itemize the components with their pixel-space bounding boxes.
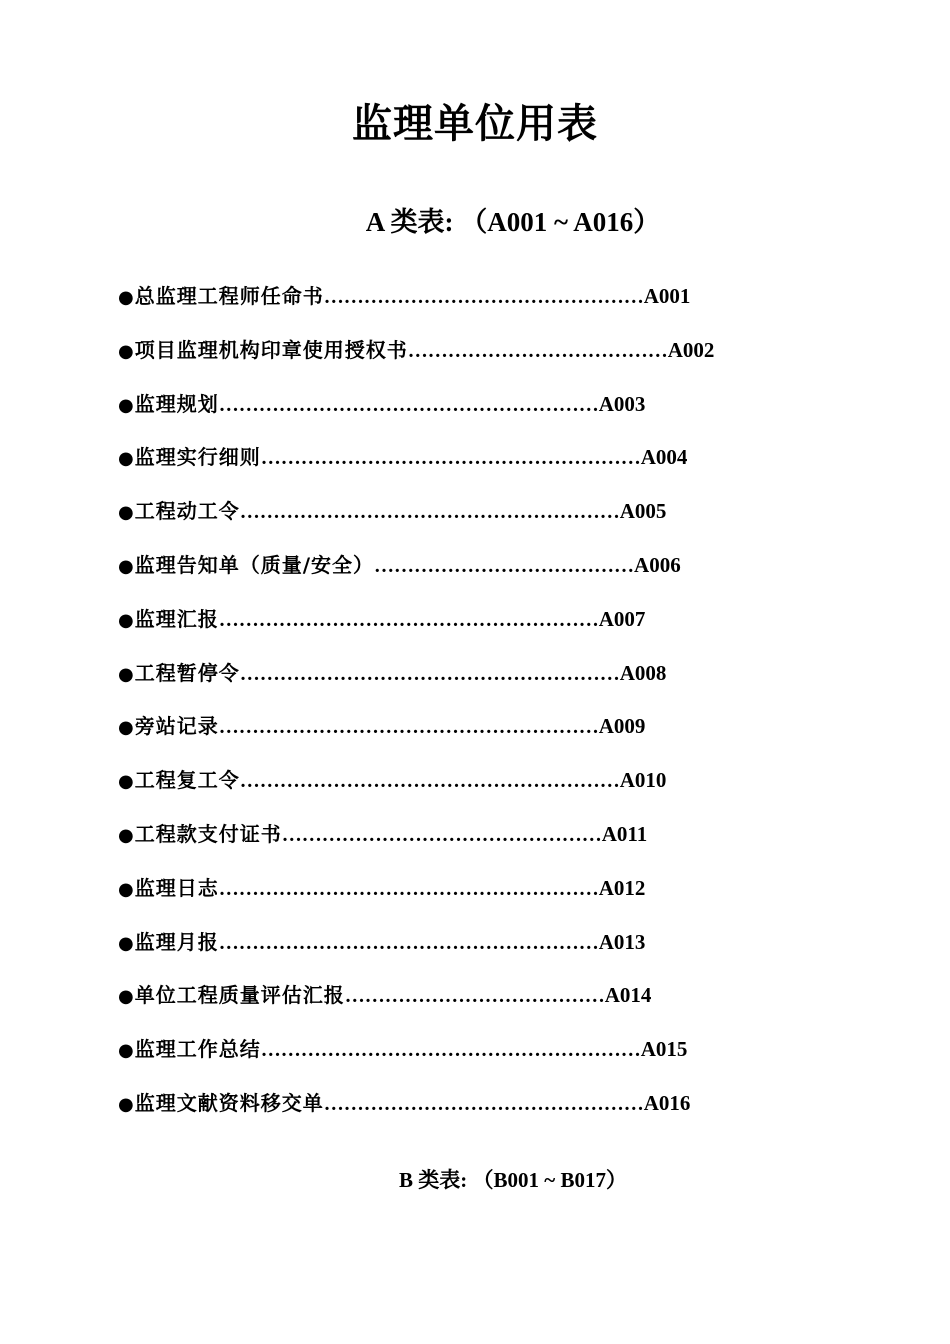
toc-entry-code: A013 (598, 929, 646, 954)
bullet-icon: ● (118, 878, 134, 900)
bullet-icon: ● (118, 555, 134, 577)
toc-entry[interactable] (118, 872, 718, 926)
toc-dot-leader: ………………………………………………… (218, 393, 599, 416)
toc-entry-title: 工程暂停令 (134, 660, 240, 685)
toc-entry-title: 监理文献资料移交单 (134, 1090, 324, 1115)
toc-dot-leader: ………………………………………………… (218, 931, 599, 954)
toc-entry-title: 监理实行细则 (134, 445, 261, 470)
bullet-icon: ● (118, 824, 134, 846)
toc-entry-title: 旁站记录 (134, 714, 219, 739)
toc-entry-title: 工程款支付证书 (134, 821, 282, 846)
toc-entry-code: A007 (598, 606, 646, 631)
toc-dot-leader: ………………………………………………… (239, 770, 620, 793)
toc-entry[interactable] (118, 280, 718, 334)
toc-entry-code: A011 (601, 821, 648, 846)
toc-entry-title: 项目监理机构印章使用授权书 (134, 337, 408, 362)
page-title: 监理单位用表 (352, 100, 598, 147)
toc-entry-code: A005 (619, 499, 667, 524)
toc-entry-code: A010 (619, 768, 667, 793)
toc-dot-leader: ………………………………………………… (239, 662, 620, 685)
bullet-icon: ● (118, 448, 134, 470)
toc-entry[interactable] (118, 603, 718, 657)
toc-entry[interactable] (118, 549, 718, 603)
toc-entry[interactable] (118, 818, 718, 872)
toc-dot-leader: ………………………………………… (323, 1092, 644, 1115)
toc-entry[interactable] (118, 441, 718, 495)
toc-dot-leader: ………………………………………………… (260, 447, 641, 470)
toc-entry-code: A004 (640, 445, 688, 470)
toc-entry-code: A003 (598, 391, 646, 416)
bullet-icon: ● (118, 717, 134, 739)
bullet-icon: ● (118, 663, 134, 685)
toc-dot-leader: ………………………………………………… (218, 716, 599, 739)
toc-entry[interactable] (118, 1033, 718, 1087)
toc-dot-leader: ………………………………………… (281, 823, 602, 846)
toc-entry-title: 总监理工程师任命书 (134, 284, 324, 308)
toc-entry[interactable] (118, 657, 718, 711)
toc-dot-leader: ………………………………………… (323, 286, 644, 308)
bullet-icon: ● (118, 287, 134, 308)
toc-list (118, 280, 718, 1141)
toc-dot-leader: ………………………………… (407, 339, 668, 362)
toc-entry-code: A002 (667, 337, 715, 362)
toc-entry[interactable] (118, 495, 718, 549)
toc-entry-code: A012 (598, 875, 646, 900)
toc-entry[interactable] (118, 334, 718, 388)
section-b-heading: B 类表: （B001 ~ B017） (399, 1168, 627, 1192)
bullet-icon: ● (118, 1040, 134, 1062)
bullet-icon: ● (118, 986, 134, 1008)
toc-dot-leader: ………………………………… (374, 554, 635, 577)
toc-entry-title: 监理工作总结 (134, 1037, 261, 1062)
toc-entry-title: 工程复工令 (134, 768, 240, 793)
toc-entry[interactable] (118, 710, 718, 764)
toc-entry[interactable] (118, 926, 718, 980)
toc-entry-title: 单位工程质量评估汇报 (134, 983, 345, 1008)
bullet-icon: ● (118, 502, 134, 524)
toc-entry-code: A009 (598, 714, 646, 739)
bullet-icon: ● (118, 340, 134, 362)
toc-entry[interactable] (118, 1087, 718, 1141)
bullet-icon: ● (118, 609, 134, 631)
bullet-icon: ● (118, 1093, 134, 1115)
toc-entry-code: A008 (619, 660, 667, 685)
toc-entry-code: A014 (604, 983, 652, 1008)
toc-entry-title: 监理日志 (134, 875, 219, 900)
toc-entry[interactable] (118, 388, 718, 442)
bullet-icon: ● (118, 932, 134, 954)
toc-entry-code: A015 (640, 1037, 688, 1062)
toc-entry-title: 监理汇报 (134, 606, 219, 631)
section-a-heading: A 类表: （A001 ~ A016） (365, 207, 661, 237)
bullet-icon: ● (118, 771, 134, 793)
toc-entry-title: 工程动工令 (134, 499, 240, 524)
bullet-icon: ● (118, 394, 134, 416)
toc-entry-code: A016 (643, 1090, 691, 1115)
toc-entry-code: A006 (634, 552, 681, 577)
toc-entry-title: 监理规划 (134, 391, 219, 416)
toc-entry-title: 监理告知单（质量/安全） (134, 552, 375, 577)
toc-dot-leader: ………………………………… (344, 985, 605, 1008)
toc-dot-leader: ………………………………………………… (260, 1039, 641, 1062)
toc-entry[interactable] (118, 979, 718, 1033)
toc-entry-title: 监理月报 (134, 929, 219, 954)
toc-dot-leader: ………………………………………………… (239, 501, 620, 524)
toc-dot-leader: ………………………………………………… (218, 608, 599, 631)
toc-entry-code: A001 (643, 284, 691, 308)
toc-entry[interactable] (118, 764, 718, 818)
toc-dot-leader: ………………………………………………… (218, 877, 599, 900)
